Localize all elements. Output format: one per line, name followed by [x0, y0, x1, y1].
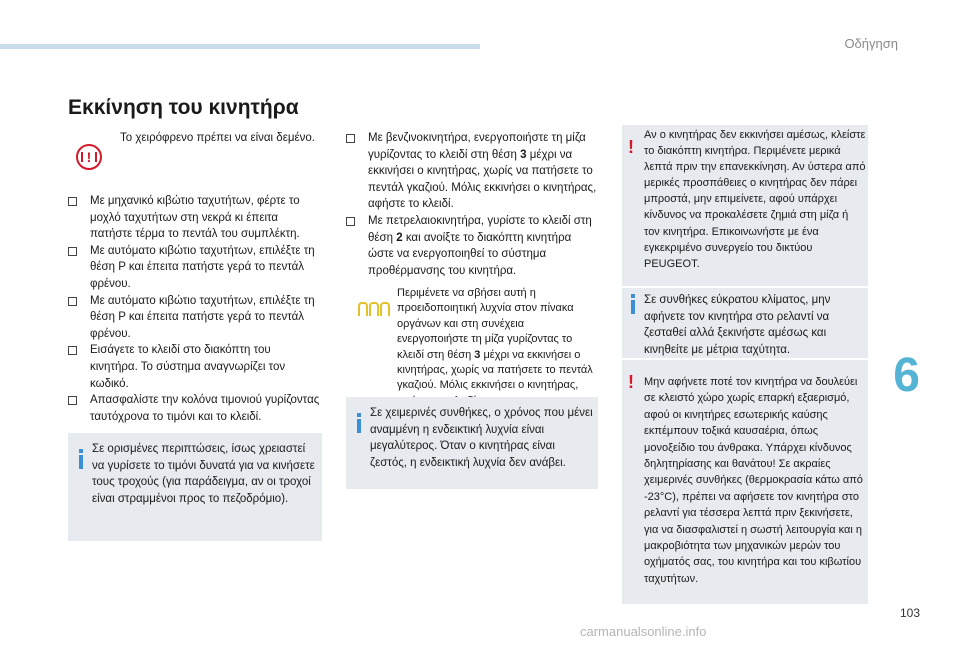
page-number: 103	[899, 606, 920, 620]
info-text: Σε χειμερινές συνθήκες, ο χρόνος που μένει αναμμένη η ενδεικτική λυχνία είναι μεγαλύτερος. Όταν ο κινητήρας είναι ζεστός, η ενδεικτική λυχνία δεν ανάβει.	[370, 407, 593, 469]
info-icon	[78, 449, 84, 469]
section-title: Οδήγηση	[844, 36, 898, 51]
page-title: Εκκίνηση του κινητήρα	[68, 96, 299, 119]
exclamation-icon: !	[628, 137, 634, 157]
checkbox-icon	[346, 217, 355, 226]
glow-plug-icon	[358, 302, 390, 316]
info-box-winter	[346, 397, 598, 489]
warning-text: Αν ο κινητήρας δεν εκκινήσει αμέσως, κλείστε το διακόπτη κινητήρα. Περιμένετε μερικά λεπτά πριν την επανεκκίνηση. Αν ύστερα από μερικές προσπάθειες ο κινητήρας δεν πάρει μπροστά, μην επιμείνετε, αφού υπάρχει κίνδυνος να προκαλέσετε ζημιά στη μίζα ή τον κινητήρα. Επικοινωνήστε με ένα εγκεκριμένο συνεργείο του δικτύου PEUGEOT.	[644, 129, 866, 270]
list-item: Εισάγετε το κλειδί στο διακόπτη του κινητήρα. Το σύστημα αναγνωρίζει τον κωδικό.	[68, 342, 320, 392]
exclamation-icon: !	[628, 372, 634, 392]
watermark: carmanualsonline.info	[580, 624, 707, 639]
list-item: Με αυτόματο κιβώτιο ταχυτήτων, επιλέξτε τη θέση P και έπειτα πατήστε γερά το πεντάλ φρένου.	[68, 293, 320, 343]
info-icon	[356, 413, 362, 433]
glow-plug-note: Περιμένετε να σβήσει αυτή η προειδοποιητική λυχνία στον πίνακα οργάνων και στη συνέχεια ενεργοποιήστε τη μίζα γυρίζοντας το κλειδί στη θέση 3 μέχρι να εκκινήσει ο κινητήρας, χωρίς να πατήσετε το πεντάλ γκαζιού. Μόλις εκκινήσει ο κινητήρας,	[397, 287, 593, 392]
warning-box-restart	[622, 125, 868, 286]
checkbox-icon	[68, 346, 77, 355]
brake-warning-icon: !	[76, 144, 102, 170]
info-text: Σε ορισμένες περιπτώσεις, ίσως χρειαστεί να γυρίσετε το τιμόνι δυνατά για να κινήσετε τους τροχούς (για παράδειγμα, αν οι τροχοί είναι στραμμένοι προς το πεζοδρόμιο).	[92, 443, 315, 505]
handbrake-note: Το χειρόφρενο πρέπει να είναι δεμένο.	[120, 132, 315, 144]
warning-box-ventilation	[622, 360, 868, 604]
info-icon	[630, 294, 636, 314]
list-item: Με αυτόματο κιβώτιο ταχυτήτων, επιλέξτε τη θέση P και έπειτα πατήστε γερά το πεντάλ φρένου.	[68, 243, 320, 293]
list-item: Με μηχανικό κιβώτιο ταχυτήτων, φέρτε το μοχλό ταχυτήτων στη νεκρά κι έπειτα πατήστε τέρμα το πεντάλ του συμπλέκτη.	[68, 193, 320, 243]
checkbox-icon	[68, 297, 77, 306]
engine-start-list	[346, 130, 598, 279]
checkbox-icon	[68, 197, 77, 206]
list-item: Απασφαλίστε την κολόνα τιμονιού γυρίζοντας ταυτόχρονα το τιμόνι και το κλειδί.	[68, 392, 320, 425]
info-box-climate	[622, 288, 868, 358]
warning-text: Μην αφήνετε ποτέ τον κινητήρα να δουλεύει σε κλειστό χώρο χωρίς επαρκή εξαερισμό, αφού οι κινητήρες εσωτερικής καύσης εκπέμπουν τοξικά καυσαέρια, όπως μονοξείδιο του άνθρακα. Υπάρχει κίνδυνος δηλητηρίασης και θανάτου! Σε ακραίες χειμερινές συνθήκες (θερμοκρασία κάτω από -23°C), πρέπει να αφήσετε τον κινητήρα στο ρελαντί για τέσσερα λεπτά πριν ξεκινήσετε, για να διασφαλιστεί η σωστή λειτουργία και η μακροβιότητα των μηχανικών μερών του οχήματός σας, του κινητήρα και του κιβωτίου ταχυτήτων.	[644, 376, 863, 585]
checkbox-icon	[346, 134, 355, 143]
checkbox-icon	[68, 247, 77, 256]
list-item: Με πετρελαιοκινητήρα, γυρίστε το κλειδί στη θέση 2 και ανοίξτε το διακόπτη κινητήρα ώστε να ενεργοποιηθεί το σύστημα προθέρμανσης του κινητήρα.	[346, 213, 598, 279]
list-item: Με βενζινοκινητήρα, ενεργοποιήστε τη μίζα γυρίζοντας το κλειδί στη θέση 3 μέχρι να εκκινήσει ο κινητήρας, χωρίς να πατήσετε το πεντάλ γκαζιού. Μόλις εκκινήσει ο κινητήρας, αφήστε το κλειδί.	[346, 130, 598, 213]
manual-steps-list	[68, 193, 320, 425]
info-box-steering	[68, 433, 322, 541]
checkbox-icon	[68, 396, 77, 405]
header-bar	[0, 44, 480, 49]
chapter-number: 6	[893, 349, 920, 402]
info-text: Σε συνθήκες εύκρατου κλίματος, μην αφήνετε τον κινητήρα στο ρελαντί να ζεσταθεί αλλά ξεκινήστε αμέσως και κινηθείτε με μέτρια ταχύτητα.	[644, 294, 831, 356]
